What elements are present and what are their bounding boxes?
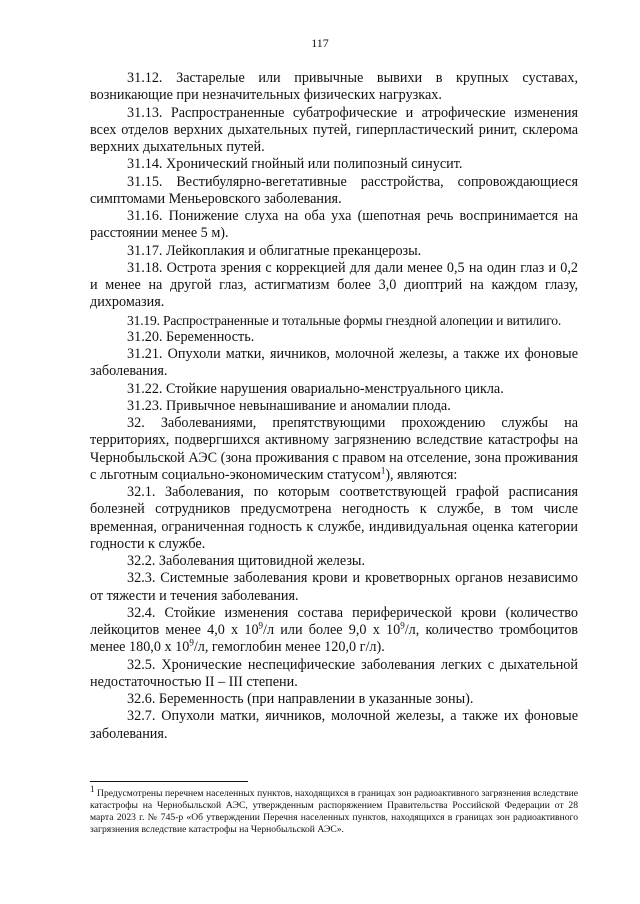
document-body: [90, 70, 578, 743]
footnote-marker: 1: [90, 783, 95, 794]
paragraph-32-4-part-3: /л, количество тромбоцитов менее 180,0 х 10: [90, 622, 578, 656]
paragraph-31-16: 31.16. Понижение слуха на оба уха (шепотная речь воспринимается на расстоянии менее 5 м).: [90, 208, 578, 242]
footnote-text: Предусмотрены перечнем населенных пунктов, находящихся в границах зон радиоактивного загрязнения вследствие катастрофы на Чернобыльской АЭС, утвержденным распоряжением Правительства Российской Федерации от 28 марта 2023 г. № 745-р «Об утверждении Перечня населенных пунктов, находящихся в границах зон радиоактивного загрязнения вследствие катастрофы на Чернобыльской АЭС».: [90, 788, 578, 835]
page-number: 117: [311, 36, 329, 50]
paragraph-31-15: 31.15. Вестибулярно-вегетативные расстройства, сопровождающиеся симптомами Меньеровского заболевания.: [90, 173, 578, 207]
paragraph-32-4-part-2: /л или более 9,0 х 10: [263, 622, 401, 638]
paragraph-32-text: 32. Заболеваниями, препятствующими прохождению службы на территориях, подвергшихся активному загрязнению вследствие катастрофы на Чернобыльской АЭС (зона проживания с правом на отселение, зона проживания с льготным социально-экономическим статусом: [90, 415, 578, 483]
paragraph-32-4-part-1: 32.4. Стойкие изменения состава периферической крови (количество лейкоцитов менее 4,0 х 10: [90, 604, 578, 638]
paragraph-32: [90, 415, 578, 484]
paragraph-32-4: [90, 605, 578, 657]
paragraph-31-14: 31.14. Хронический гнойный или полипозный синусит.: [127, 156, 463, 173]
paragraph-32-6: 32.6. Беременность (при направлении в указанные зоны).: [127, 691, 474, 707]
paragraph-32-4-part-4: /л, гемоглобин менее 120,0 г/л).: [193, 639, 385, 656]
paragraph-31-12: 31.12. Застарелые или привычные вывихи в крупных суставах, возникающие при незначительных физических нагрузках.: [90, 70, 578, 104]
paragraph-31-21: 31.21. Опухоли матки, яичников, молочной железы, а также их фоновые заболевания.: [90, 346, 578, 380]
exponent: 9: [258, 620, 264, 631]
footnote-divider: [90, 781, 248, 782]
paragraph-31-13: 31.13. Распространенные субатрофические и атрофические изменения всех отделов верхних дыхательных путей, гиперпластический ринит, склерома верхних дыхательных путей.: [90, 104, 578, 155]
paragraph-31-20: 31.20. Беременность.: [127, 328, 255, 345]
paragraph-32-7: 32.7. Опухоли матки, яичников, молочной железы, а также их фоновые заболевания.: [90, 708, 578, 742]
paragraph-32-2: 32.2. Заболевания щитовидной железы.: [127, 553, 366, 569]
exponent: 9: [189, 637, 194, 648]
exponent: 9: [400, 620, 405, 631]
paragraph-32-5: 32.5. Хронические неспецифические заболевания легких с дыхательной недостаточностью II – III степени.: [90, 656, 578, 690]
paragraph-31-17: 31.17. Лейкоплакия и облигатные преканцерозы.: [127, 242, 422, 259]
paragraph-32-1: 32.1. Заболевания, по которым соответствующей графой расписания болезней сотрудников предусмотрена негодность к службе, в том числе временная, ограниченная годность к службе, индивидуальная оценка категории годности к службе.: [90, 484, 578, 552]
paragraph-31-18: 31.18. Острота зрения с коррекцией для дали менее 0,5 на один глаз и 0,2 и менее на другой глаз, астигматизм более 3,0 диоптрий на каждом глазу, дихромазия.: [90, 259, 578, 311]
paragraph-32-text-end: ), являются:: [385, 466, 458, 483]
footnote: [90, 783, 578, 836]
paragraph-32-3: 32.3. Системные заболевания крови и кроветворных органов независимо от тяжести и течения заболевания.: [90, 570, 578, 604]
footnote-reference: 1: [380, 465, 386, 476]
paragraph-31-19: 31.19. Распространенные и тотальные формы гнездной алопеции и витилиго.: [127, 312, 562, 328]
paragraph-31-23: 31.23. Привычное невынашивание и аномалии плода.: [127, 397, 451, 414]
paragraph-31-22: 31.22. Стойкие нарушения овариально-менструального цикла.: [127, 380, 504, 397]
